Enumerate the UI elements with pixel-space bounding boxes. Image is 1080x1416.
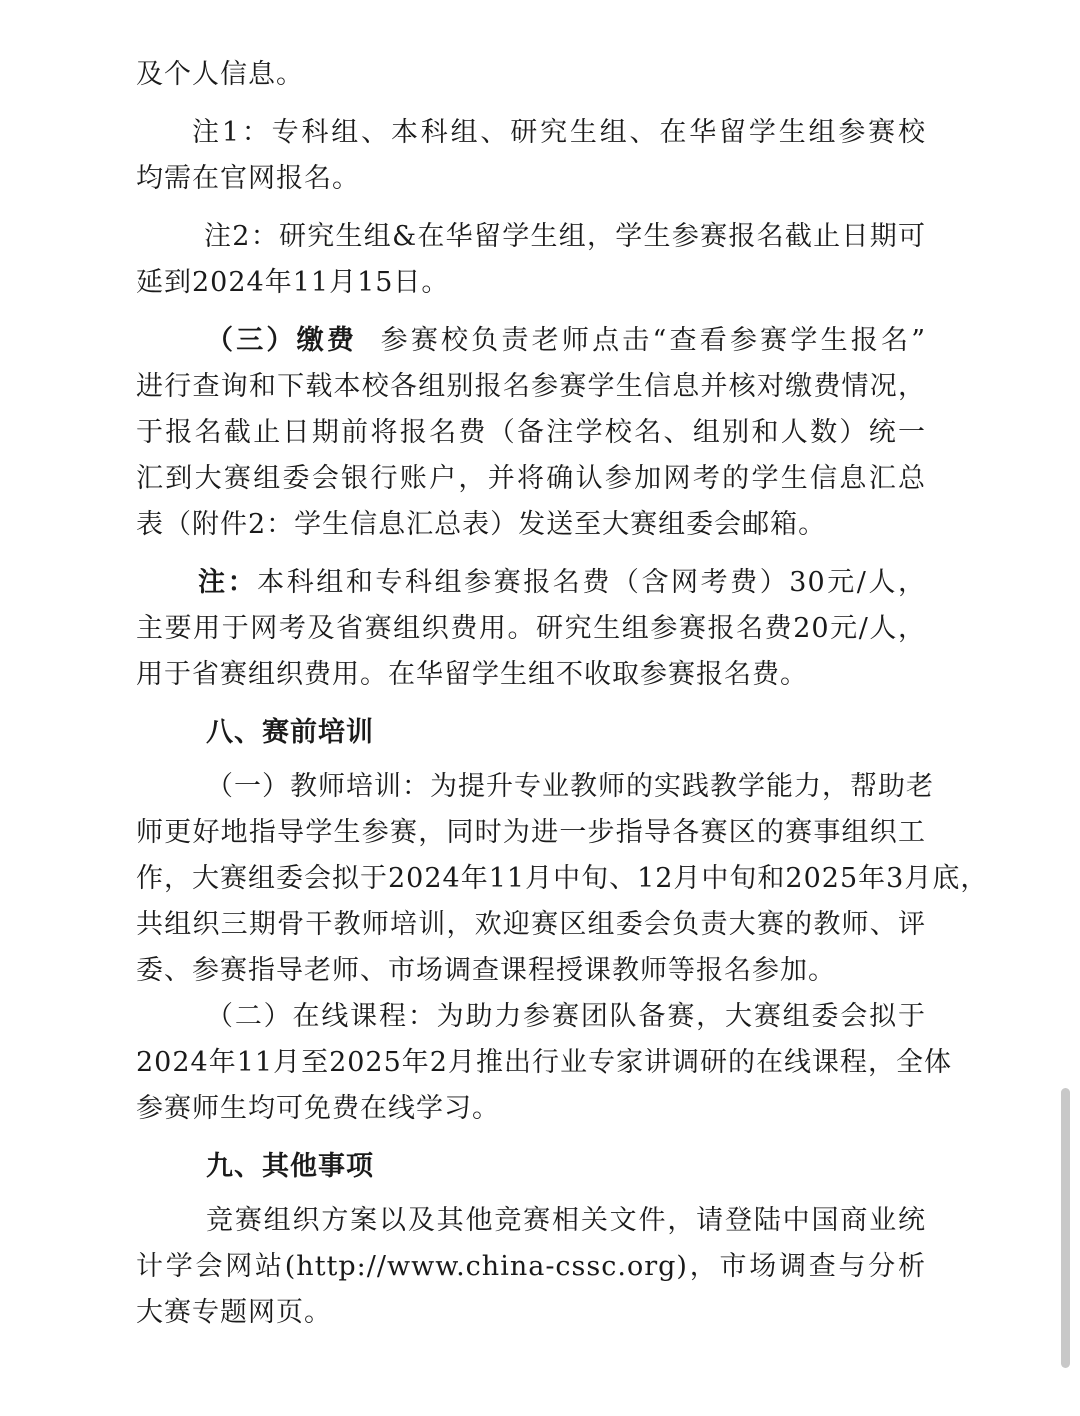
note-1-line: 注1：专科组、本科组、研究生组、在华留学生组参赛校	[192, 117, 926, 148]
fee-note-text: 本科组和专科组参赛报名费（含网考费）30元/人，	[257, 567, 927, 598]
other-matters-line: 大赛专题网页。	[136, 1297, 332, 1328]
fee-note-line: 主要用于网考及省赛组织费用。研究生组参赛报名费20元/人，	[136, 613, 926, 644]
payment-line: 进行查询和下载本校各组别报名参赛学生信息并核对缴费情况，	[136, 371, 926, 402]
payment-line	[136, 318, 926, 364]
online-course-line: 参赛师生均可免费在线学习。	[136, 1093, 500, 1124]
teacher-training-line: 作，大赛组委会拟于2024年11月中旬、12月中旬和2025年3月底，	[136, 863, 989, 894]
payment-line: 表（附件2：学生信息汇总表）发送至大赛组委会邮箱。	[136, 509, 827, 540]
teacher-training-line: （一）教师培训：为提升专业教师的实践教学能力，帮助老	[206, 771, 934, 802]
fee-note-line	[136, 560, 926, 606]
teacher-training-line: 委、参赛指导老师、市场调查课程授课教师等报名参加。	[136, 955, 836, 986]
note-2-line: 注2：研究生组&在华留学生组，学生参赛报名截止日期可	[204, 221, 926, 252]
payment-line: 汇到大赛组委会银行账户，并将确认参加网考的学生信息汇总	[136, 463, 926, 494]
payment-label: （三）缴费	[206, 325, 358, 356]
payment-text: 参赛校负责老师点击“查看参赛学生报名”	[380, 325, 927, 356]
other-matters-line: 竞赛组织方案以及其他竞赛相关文件，请登陆中国商业统	[206, 1205, 926, 1236]
note-2-line: 延到2024年11月15日。	[136, 267, 450, 298]
note-1-line: 均需在官网报名。	[136, 163, 360, 194]
online-course-line: （二）在线课程：为助力参赛团队备赛，大赛组委会拟于	[206, 1001, 926, 1032]
fee-note-label: 注：	[198, 567, 258, 598]
section-heading-other: 九、其他事项	[206, 1151, 374, 1182]
document-body	[136, 52, 989, 1336]
teacher-training-line: 师更好地指导学生参赛，同时为进一步指导各赛区的赛事组织工	[136, 817, 926, 848]
other-matters-line: 计学会网站(http://www.china-cssc.org)，市场调查与分析	[136, 1251, 926, 1282]
scrollbar-thumb[interactable]	[1061, 1088, 1070, 1368]
online-course-line: 2024年11月至2025年2月推出行业专家讲调研的在线课程，全体	[136, 1047, 952, 1078]
teacher-training-line: 共组织三期骨干教师培训，欢迎赛区组委会负责大赛的教师、评	[136, 909, 926, 940]
paragraph-line: 及个人信息。	[136, 59, 304, 90]
payment-line: 于报名截止日期前将报名费（备注学校名、组别和人数）统一	[136, 417, 926, 448]
section-heading-training: 八、赛前培训	[206, 717, 374, 748]
fee-note-line: 用于省赛组织费用。在华留学生组不收取参赛报名费。	[136, 659, 808, 690]
